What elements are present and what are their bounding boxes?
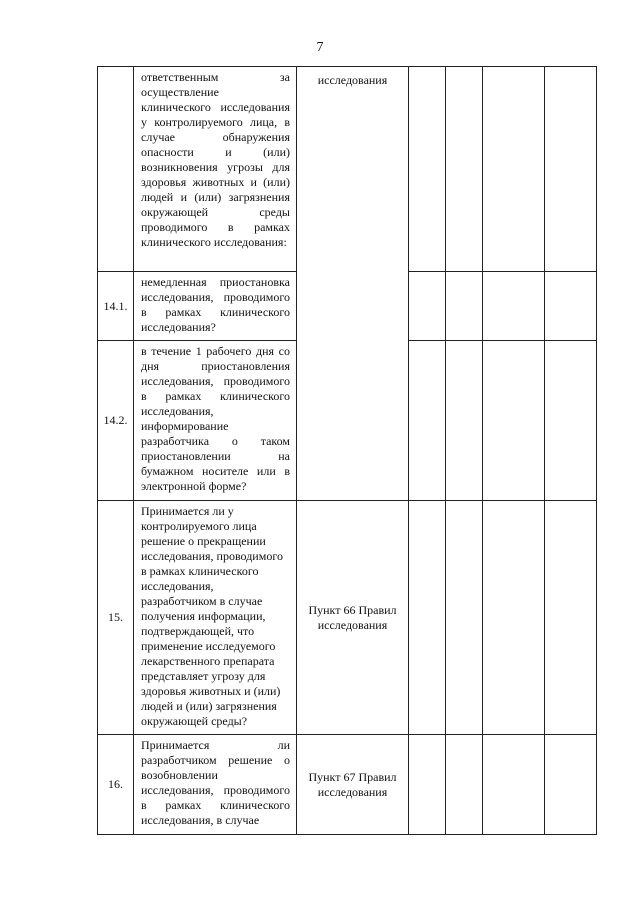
answer-not-applicable-cell[interactable] bbox=[483, 501, 545, 735]
question-text: немедленная приостановка исследования, проводимого в рамках клинического исследования? bbox=[134, 272, 297, 341]
row-number: 14.2. bbox=[98, 341, 134, 501]
legal-reference-text: исследования bbox=[317, 73, 388, 87]
answer-yes-cell[interactable] bbox=[409, 341, 446, 501]
answer-not-applicable-cell[interactable] bbox=[483, 341, 545, 501]
notes-cell[interactable] bbox=[545, 501, 597, 735]
legal-reference bbox=[297, 67, 409, 501]
answer-no-cell[interactable] bbox=[446, 272, 483, 341]
table-row bbox=[98, 501, 597, 735]
answer-not-applicable-cell[interactable] bbox=[483, 67, 545, 272]
answer-yes-cell[interactable] bbox=[409, 272, 446, 341]
answer-no-cell[interactable] bbox=[446, 735, 483, 835]
page-number: 7 bbox=[316, 40, 324, 55]
answer-not-applicable-cell[interactable] bbox=[483, 735, 545, 835]
question-text: ответственным за осуществление клинического исследования у контролируемого лица, в случае обнаружения опасности и (или) возникновения угрозы для здоровья животных и (или) людей и (или) загрязнения окружающей среды проводимого в рамках клинического исследования: bbox=[134, 67, 297, 272]
row-number: 15. bbox=[98, 501, 134, 735]
notes-cell[interactable] bbox=[545, 272, 597, 341]
answer-yes-cell[interactable] bbox=[409, 67, 446, 272]
table-row bbox=[98, 735, 597, 835]
notes-cell[interactable] bbox=[545, 735, 597, 835]
row-number: 14.1. bbox=[98, 272, 134, 341]
answer-not-applicable-cell[interactable] bbox=[483, 272, 545, 341]
row-number: 16. bbox=[98, 735, 134, 835]
question-text: Принимается ли у контролируемого лица решение о прекращении исследования, проводимого в рамках клинического исследования, разработчиком в случае получения информации, подтверждающей, что применение исследуемого лекарственного препарата представляет угрозу для здоровья животных и (или) людей и (или) загрязнения окружающей среды? bbox=[134, 501, 297, 735]
answer-yes-cell[interactable] bbox=[409, 501, 446, 735]
question-text: Принимается ли разработчиком решение о возобновлении исследования, проводимого в рамках клинического исследования, в случае bbox=[134, 735, 297, 835]
notes-cell[interactable] bbox=[545, 67, 597, 272]
answer-no-cell[interactable] bbox=[446, 341, 483, 501]
answer-no-cell[interactable] bbox=[446, 67, 483, 272]
checklist-table bbox=[97, 66, 597, 835]
legal-reference: Пункт 66 Правил исследования bbox=[297, 501, 409, 735]
row-number bbox=[98, 67, 134, 272]
legal-reference: Пункт 67 Правил исследования bbox=[297, 735, 409, 835]
table-row bbox=[98, 67, 597, 272]
question-text: в течение 1 рабочего дня со дня приостановления исследования, проводимого в рамках клинического исследования, информирование разработчика о таком приостановлении на бумажном носителе или в электронной форме? bbox=[134, 341, 297, 501]
notes-cell[interactable] bbox=[545, 341, 597, 501]
answer-yes-cell[interactable] bbox=[409, 735, 446, 835]
answer-no-cell[interactable] bbox=[446, 501, 483, 735]
